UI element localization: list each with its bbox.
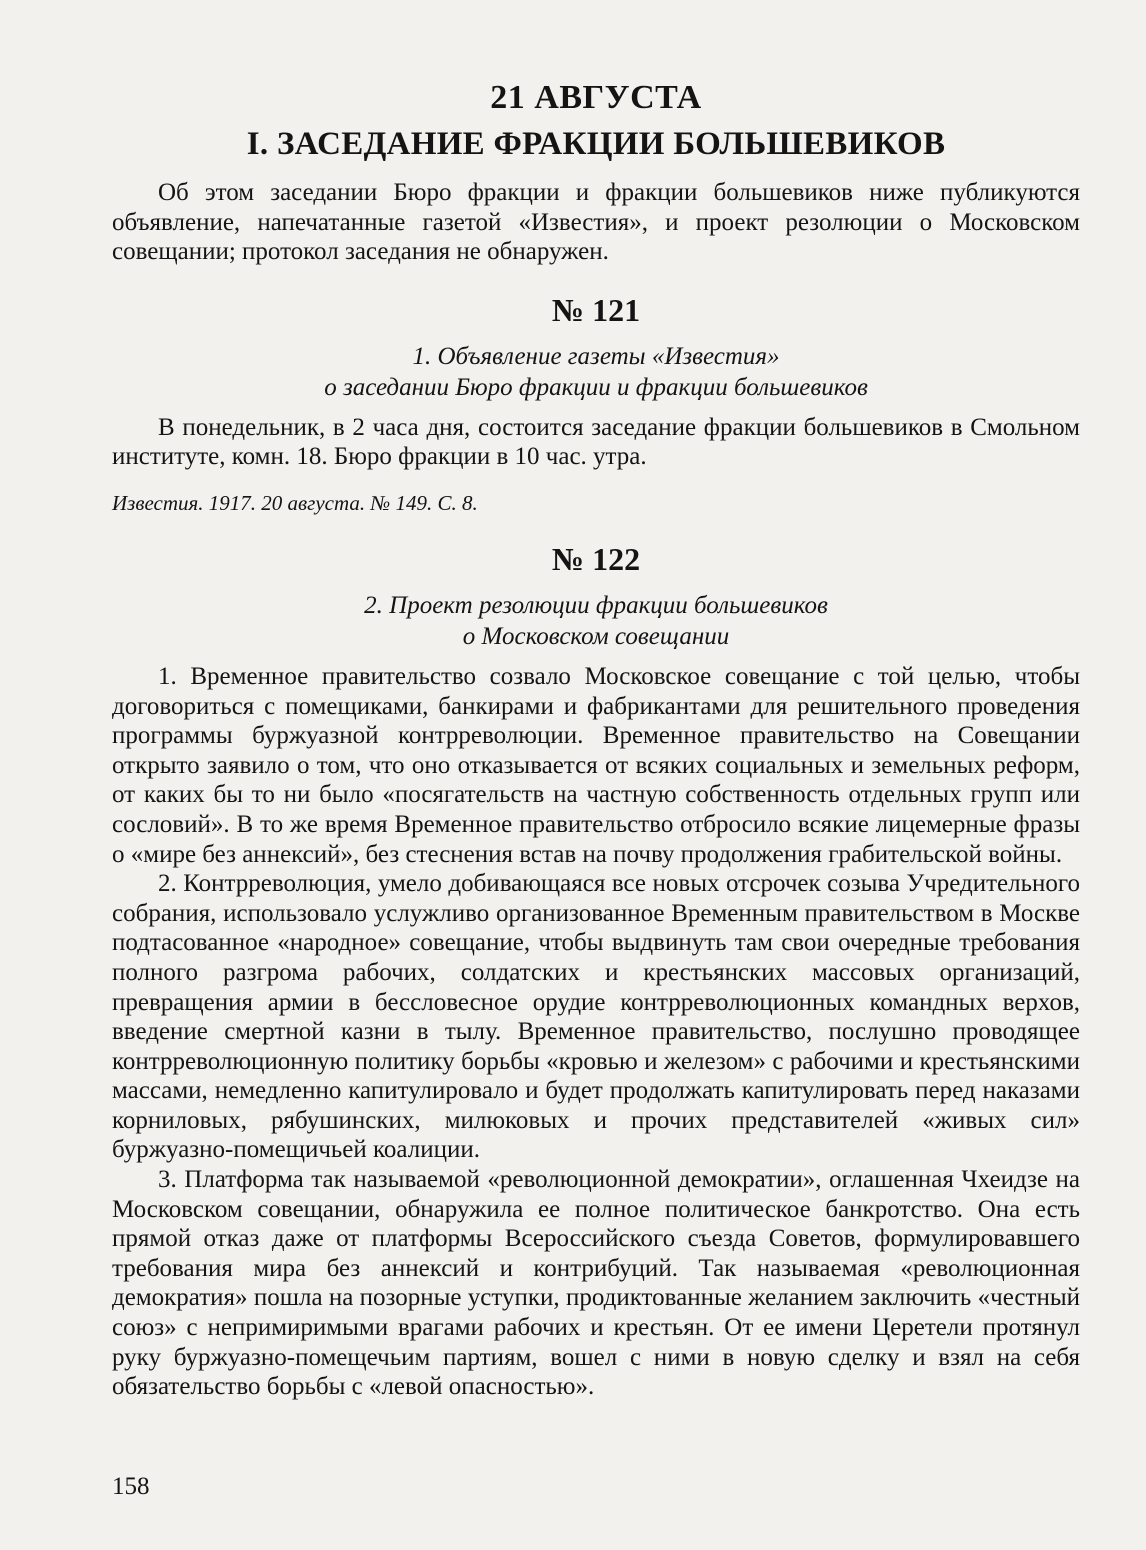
date-heading: 21 АВГУСТА — [490, 79, 702, 116]
doc-122-paragraph-1: 1. Временное правительство созвало Московское совещание с той целью, чтобы договориться с помещиками, банкирами и фабрикантами для решительного проведения программы буржуазной контрреволюции. Временное правительство на Совещании открыто заявило о том, что оно отказывается от всяких социальных и земельных реформ, от каких бы то ни было «посягательств на частную собственность отдельных групп или сословий». В то же время Временное правительство отбросило всякие лицемерные фразы о «мире без аннексий», без стеснения встав на почву продолжения грабительской войны. — [112, 662, 1080, 868]
doc-121-body: В понедельник, в 2 часа дня, состоится заседание фракции большевиков в Смольном институте, комн. 18. Бюро фракции в 10 час. утра. — [112, 413, 1080, 471]
doc-121-number: № 121 — [551, 291, 641, 328]
document-page — [112, 78, 1080, 1402]
doc-122-paragraph-2: 2. Контрреволюция, умело добивающаяся все новых отсрочек созыва Учредительного собрания, использовало услужливо организованное Временным правительством в Москве подтасованное «народное» совещание, чтобы выдвинуть там свои очередные требования полного разгрома рабочих, солдатских и крестьянских массовых организаций, превращения армии в бессловесное орудие контрреволюционных командных верхов, введение смертной казни в тылу. Временное правительство, послушно проводящее контрреволюционную политику борьбы «кровью и железом» с рабочими и крестьянскими массами, немедленно капитулировало и будет продолжать капитулировать перед наказами корниловых, рябушинских, милюковых и прочих представителей «живых сил» буржуазно-помещичьей коалиции. — [112, 870, 1080, 1164]
doc-122-paragraph-3: 3. Платформа так называемой «революционной демократии», оглашенная Чхеидзе на Московском совещании, обнаружила ее полное политическое банкротство. Она есть прямой отказ даже от платформы Всероссийского съезда Советов, формулировавшего требования мира без аннексий и контрибуций. Так называемая «революционная демократия» пошла на позорные уступки, продиктованные желанием заключить «честный союз» с непримиримыми врагами рабочих и крестьян. От ее имени Церетели протянул руку буржуазно-помещечьим партиям, вошел с ними в новую сделку и взял на себя обязательство борьбы с «левой опасностью». — [112, 1166, 1080, 1401]
doc-121-title — [112, 341, 1080, 403]
doc-122-title — [112, 590, 1080, 652]
doc-121-source: Известия. 1917. 20 августа. № 149. С. 8. — [112, 490, 478, 515]
doc-122-title-line1: 2. Проект резолюции фракции большевиков — [364, 591, 828, 619]
page-number: 158 — [112, 1473, 150, 1500]
doc-121-title-line2: о заседании Бюро фракции и фракции большевиков — [324, 373, 868, 401]
doc-122-number: № 122 — [551, 540, 641, 577]
section-heading: I. ЗАСЕДАНИЕ ФРАКЦИИ БОЛЬШЕВИКОВ — [246, 126, 946, 162]
intro-paragraph: Об этом заседании Бюро фракции и фракции большевиков ниже публикуются объявление, напечатанные газетой «Известия», и проект резолюции о Московском совещании; протокол заседания не обнаружен. — [112, 179, 1080, 266]
doc-121-title-line1: 1. Объявление газеты «Известия» — [412, 342, 780, 370]
doc-122-title-line2: о Московском совещании — [462, 622, 730, 650]
